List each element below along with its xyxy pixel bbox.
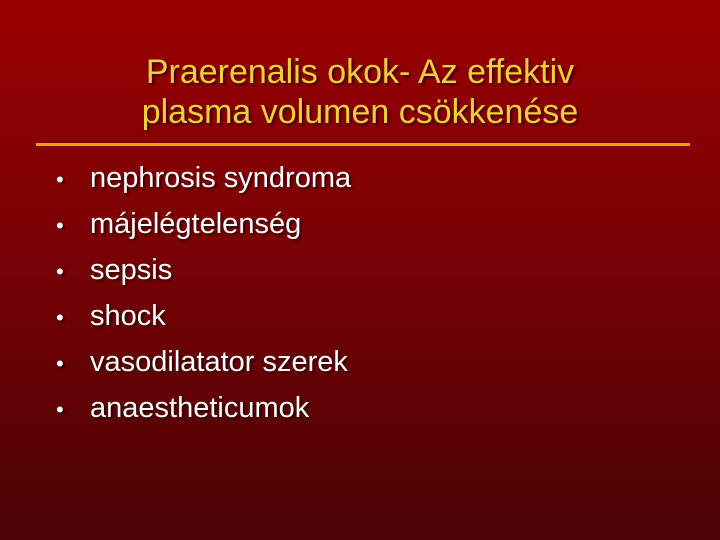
bullet-icon: • [56,213,64,238]
bullet-item [56,392,351,438]
bullet-icon: • [56,397,64,422]
bullet-text: shock [90,300,166,332]
bullet-icon: • [56,259,64,284]
title-divider [36,143,690,146]
bullet-icon: • [56,305,64,330]
bullet-text: nephrosis syndroma [90,162,352,194]
bullet-item [56,300,351,346]
bullet-item [56,254,351,300]
bullet-item [56,162,351,208]
bullet-list [56,162,351,438]
bullet-icon: • [56,167,64,192]
slide-title [60,52,660,132]
bullet-text: sepsis [90,254,173,286]
bullet-text: anaestheticumok [90,392,310,424]
slide-title-line-2: plasma volumen csökkenése [141,93,579,131]
bullet-icon: • [56,351,64,376]
bullet-item [56,346,351,392]
bullet-text: vasodilatator szerek [90,346,348,378]
bullet-item [56,208,351,254]
bullet-text: májelégtelenség [90,208,302,240]
slide-title-line-1: Praerenalis okok- Az effektiv [145,53,575,91]
